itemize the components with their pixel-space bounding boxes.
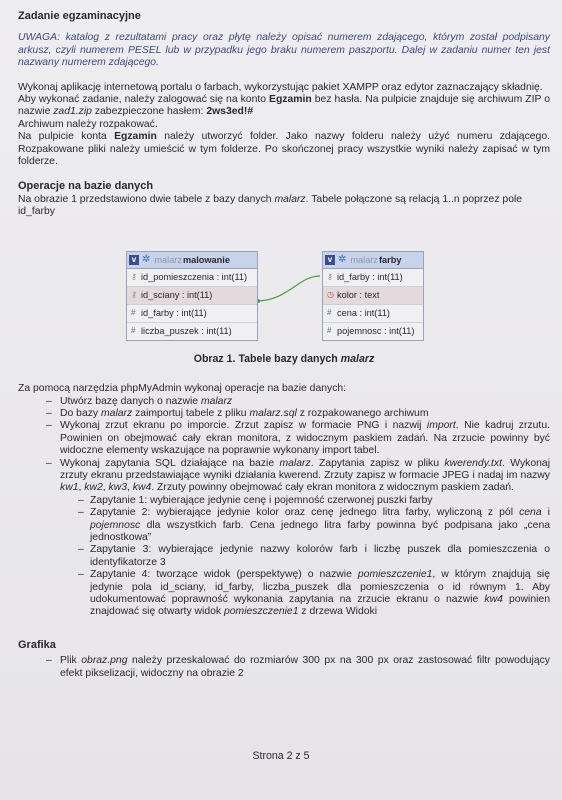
intro-p2: Aby wykonać zadanie, należy zalogować się na konto Egzamin bez hasła. Na pulpicie znajduje się archiwum ZIP o nazwie zad1.zip zabezpieczone hasłem: 2ws3ed!# (18, 94, 550, 118)
hash-icon: # (327, 326, 332, 336)
table-field: ⚷ id_farby : int(11) (323, 269, 423, 287)
graphics-heading: Grafika (18, 638, 56, 651)
intro-p3: Archiwum należy rozpakować. (18, 118, 158, 130)
table-field: # cena : int(11) (323, 305, 423, 323)
hash-icon: # (327, 308, 332, 318)
list-item: – Plik obraz.png należy przeskalować do rozmiarów 300 px na 300 px oraz zastosować filtr powodujący efekt pikselizacji, widoczny na obrazie 2 (48, 655, 550, 680)
table-field: # pojemnosc : int(11) (323, 323, 423, 340)
figure-1-db-tables (18, 251, 550, 337)
hash-icon: # (131, 326, 136, 336)
intro-p4: Na pulpicie konta Egzamin należy utworzyć folder. Jako nazwy folderu należy użyć numeru zdającego. Rozpakowane pliki należy umieścić w tym folderze. Po skończonej pracy wszystkie wyniki należy zapisać w tym folderze. (18, 131, 550, 168)
list-item: – Wykonaj zrzut ekranu po imporcie. Zrzut zapisz w formacie PNG i nazwij import. Nie kadruj zrzutu. Powinien on obejmować cały ekran monitora, z widocznym paskiem zadań. Na zrzucie powinny być widoczne elementy wskazujące na poprawnie wykonany import tabel. (48, 420, 550, 457)
table-field: ◷ kolor : text (323, 287, 423, 305)
table-field: # liczba_puszek : int(11) (127, 323, 257, 340)
page-title: Zadanie egzaminacyjne (18, 10, 141, 22)
list-item: – Zapytanie 1: wybierające jedynie cenę i pojemność czerwonej puszki farby (78, 495, 550, 507)
list-item: – Zapytanie 2: wybierające jedynie kolor oraz cenę jednego litra farby, wyliczoną z pól cena i pojemnosc dla wszystkich farb. Cena jednego litra farby powinna być podpisana jako „cena jednostkowa” (78, 507, 550, 544)
query-list (60, 495, 550, 619)
db-section-text: Na obrazie 1 przedstawiono dwie tabele z bazy danych malarz. Tabele połączone są relacją 1..n poprzez pole id_farby (18, 193, 523, 218)
intro-p1: Wykonaj aplikację internetową portalu o farbach, wykorzystując pakiet XAMPP oraz edytor zaznaczający składnię. (18, 81, 543, 93)
db-section-heading: Operacje na bazie danych (18, 180, 154, 193)
list-item: – Wykonaj zapytania SQL działające na bazie malarz. Zapytania zapisz w pliku kwerendy.txt. Wykonaj zrzuty ekranu przedstawiające wyniki działania kwerend. Zrzuty zapisz w formacie JPEG i nadaj im nazwy kw1, kw2, kw3, kw4. Zrzuty powinny obejmować cały ekran monitora z widocznym paskiem zadań. – Zapytanie 1: wybierające jedynie cenę i pojemność czerwonej puszki farby – Zapytanie 2: wybierające jedynie kolor oraz cenę jednego litra farby, wyliczoną z pól cena i pojemnosc dla wszystkich farb. Cena jednego litra farby powinna być podpisana jako „cena jednostkowa” – Zapytanie 3: wybierające jedynie nazwy kolorów farb i liczbę puszek dla pomieszczenia o identyfikatorze 3 – Zapytanie 4: tworzące widok (perspektywę) o nazwie pomieszczenie1, w którym znajdują się jedynie pola id_sciany, id_farby, liczba_puszek dla pomieszczenia o id równym 1. Aby udokumentować poprawność wykonania zapytania na zrzucie ekranu o nazwie kw4 powinien znajdować się otwarty widok pomieszczenie1 z drzewa Widoki (48, 458, 550, 619)
intro-section (18, 82, 550, 169)
table-field: ⚷ id_sciany : int(11) (127, 287, 257, 305)
key-icon: ⚷ (131, 290, 137, 300)
key-icon: ⚷ (327, 272, 333, 282)
table-malowanie[interactable] (126, 251, 258, 341)
task-list (18, 396, 550, 619)
list-item: – Zapytanie 3: wybierające jedynie nazwy kolorów farb i liczbę puszek dla pomieszczenia o identyfikatorze 3 (78, 544, 550, 569)
list-item: – Zapytanie 4: tworzące widok (perspektywę) o nazwie pomieszczenie1, w którym znajdują się jedynie pola id_sciany, id_farby, liczba_puszek dla pomieszczenia o id równym 1. Aby udokumentować poprawność wykonania zapytania na zrzucie ekranu o nazwie kw4 powinien znajdować się otwarty widok pomieszczenie1 z drzewa Widoki (78, 569, 550, 619)
table-field: ⚷ id_pomieszczenia : int(11) (127, 269, 257, 287)
key-icon: ⚷ (131, 272, 137, 282)
page-footer: Strona 2 z 5 (252, 750, 310, 762)
relation-line (18, 251, 548, 337)
gear-icon: ✲ (338, 253, 347, 265)
list-item: – Utwórz bazę danych o nazwie malarz (48, 396, 550, 408)
list-item: – Do bazy malarz zaimportuj tabele z pliku malarz.sql z rozpakowanego archiwum (48, 408, 550, 420)
hash-icon: # (131, 308, 136, 318)
table-header: v ✲ malarz farby (323, 252, 423, 269)
collapse-icon[interactable]: v (129, 255, 139, 265)
graphics-list (18, 655, 550, 680)
table-field: # id_farby : int(11) (127, 305, 257, 323)
warning-note: UWAGA: katalog z rezultatami pracy oraz płytę należy opisać numerem zdającego, którym został podpisany arkusz, czyli numerem PESEL lub w przypadku jego braku numerem paszportu. Dalej w zadaniu numer ten jest nazwany numerem zdającego. (18, 32, 550, 69)
table-farby[interactable] (322, 251, 424, 341)
gear-icon: ✲ (142, 253, 151, 265)
text-icon: ◷ (327, 290, 334, 300)
table-header: v ✲ malarz malowanie (127, 252, 257, 269)
collapse-icon[interactable]: v (325, 255, 335, 265)
tasks-intro: Za pomocą narzędzia phpMyAdmin wykonaj operacje na bazie danych: (18, 383, 347, 395)
figure-1-caption: Obraz 1. Tabele bazy danych malarz (193, 352, 375, 365)
